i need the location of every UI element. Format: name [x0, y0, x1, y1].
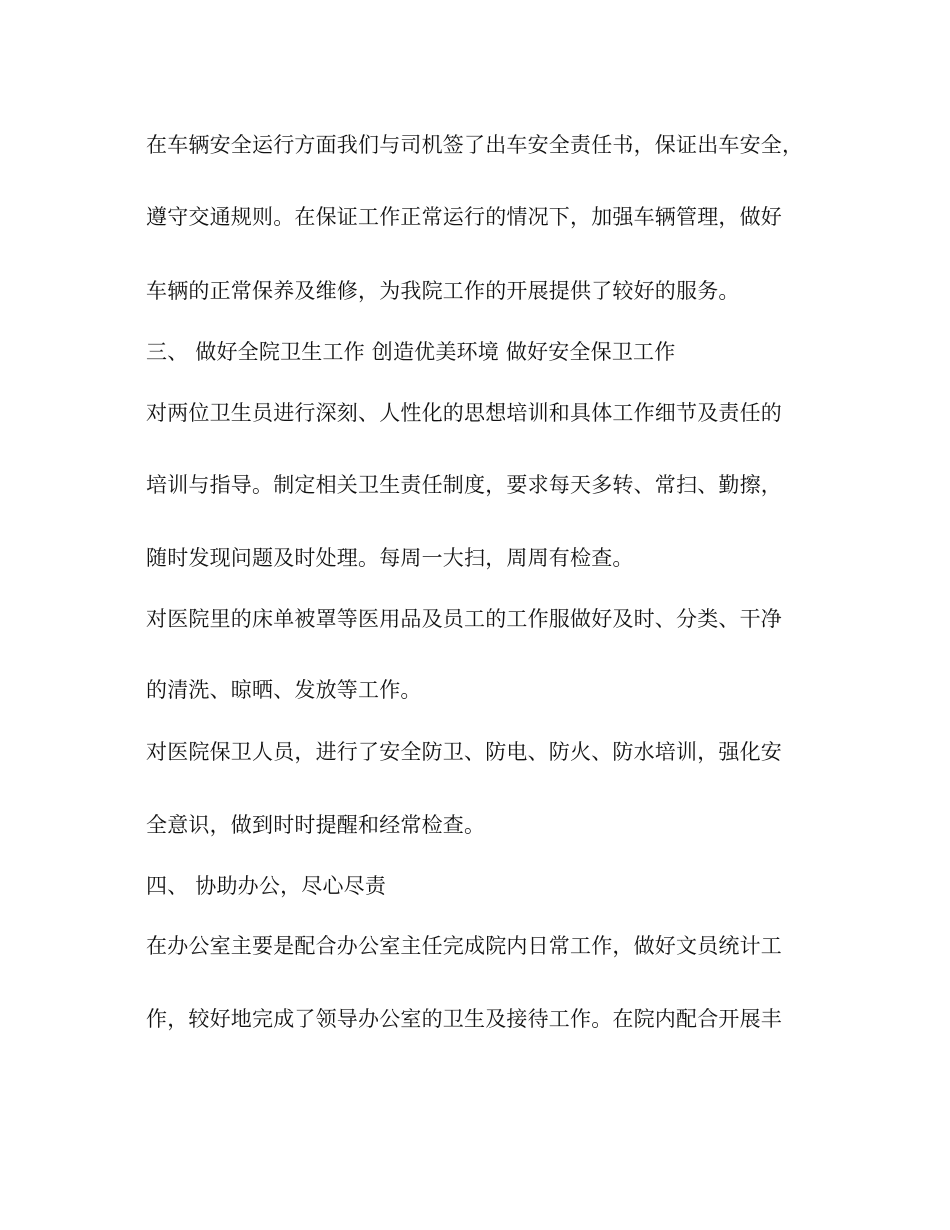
paragraph-line: 对医院保卫人员，进行了安全防卫、防电、防火、防水培训，强化安 [146, 740, 782, 764]
paragraph-line: 对医院里的床单被罩等医用品及员工的工作服做好及时、分类、干净 [146, 607, 782, 631]
paragraph-line: 对两位卫生员进行深刻、人性化的思想培训和具体工作细节及责任的 [146, 401, 782, 425]
section-heading: 四、 协助办公，尽心尽责 [146, 874, 387, 898]
paragraph-line: 在车辆安全运行方面我们与司机签了出车安全责任书，保证出车安全， [146, 133, 804, 157]
paragraph-line: 培训与指导。制定相关卫生责任制度，要求每天多转、常扫、勤擦， [146, 473, 782, 497]
paragraph-line: 的清洗、晾晒、发放等工作。 [146, 678, 422, 702]
section-heading: 三、 做好全院卫生工作 创造优美环境 做好安全保卫工作 [146, 340, 676, 364]
paragraph-line: 在办公室主要是配合办公室主任完成院内日常工作，做好文员统计工 [146, 934, 782, 958]
paragraph-line: 作，较好地完成了领导办公室的卫生及接待工作。在院内配合开展丰 [146, 1007, 782, 1031]
paragraph-line: 车辆的正常保养及维修，为我院工作的开展提供了较好的服务。 [146, 279, 740, 303]
paragraph-line: 随时发现问题及时处理。每周一大扫，周周有检查。 [146, 546, 634, 570]
paragraph-line: 全意识，做到时时提醒和经常检查。 [146, 813, 486, 837]
paragraph-line: 遵守交通规则。在保证工作正常运行的情况下，加强车辆管理，做好 [146, 205, 782, 229]
